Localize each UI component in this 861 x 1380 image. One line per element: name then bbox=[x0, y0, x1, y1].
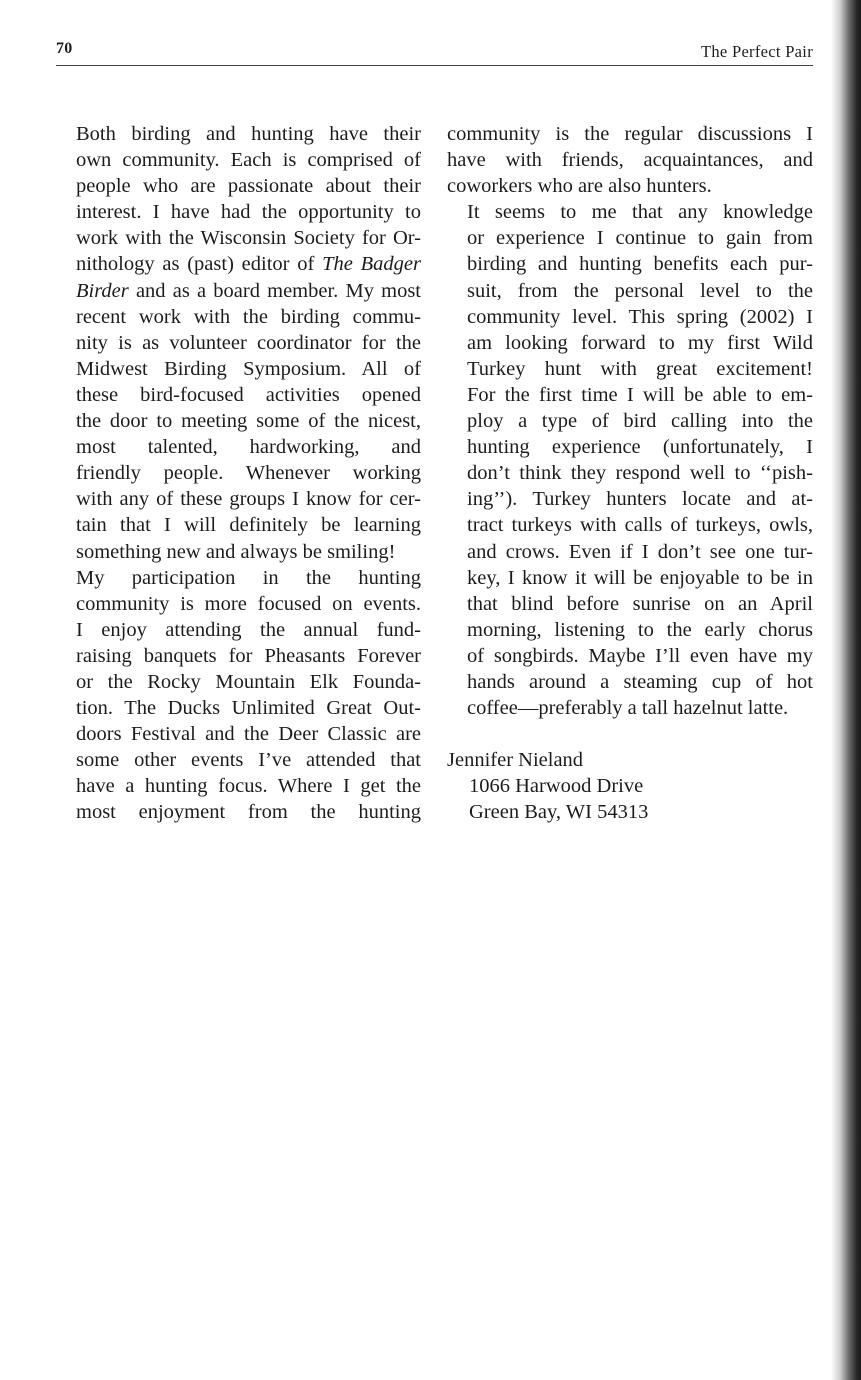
left-column bbox=[56, 121, 421, 826]
author-name: Jennifer Nieland bbox=[447, 749, 584, 772]
text-line: interest. I have had the opportunity to bbox=[76, 201, 421, 224]
text-line: most enjoyment from the hunting bbox=[76, 801, 421, 824]
text-line: hands around a steaming cup of hot bbox=[467, 670, 813, 693]
text-line: work with the Wisconsin Society for Or- bbox=[76, 227, 421, 250]
paragraph-knowledge bbox=[447, 199, 813, 721]
text-line: or the Rocky Mountain Elk Founda- bbox=[76, 670, 421, 693]
text-line: Turkey hunt with great excitement! bbox=[467, 357, 813, 380]
text-line: morning, listening to the early chorus bbox=[467, 618, 813, 641]
text-line: birding and hunting benefits each pur- bbox=[467, 253, 813, 276]
text-line: suit, from the personal level to the bbox=[467, 279, 813, 302]
text-fragment: and as a board member. My most bbox=[128, 279, 421, 302]
text-line: people who are passionate about their bbox=[76, 175, 421, 198]
text-line: raising banquets for Pheasants Forever bbox=[76, 644, 421, 667]
text-line: most talented, hardworking, and bbox=[76, 436, 421, 459]
author-street-address: 1066 Harwood Drive bbox=[469, 775, 644, 798]
publication-title: The Badger bbox=[322, 253, 421, 276]
publication-title: Birder bbox=[76, 279, 129, 302]
text-line: have with friends, acquaintances, and bbox=[447, 149, 813, 172]
text-line: ploy a type of bird calling into the bbox=[467, 410, 813, 433]
text-line bbox=[56, 251, 421, 277]
book-spine-shadow bbox=[831, 0, 861, 1380]
text-line: the door to meeting some of the nicest, bbox=[76, 410, 421, 433]
text-line: It seems to me that any knowledge bbox=[467, 201, 813, 224]
text-line: of songbirds. Maybe I’ll even have my bbox=[467, 644, 813, 667]
text-line: don’t think they respond well to ‘‘pish- bbox=[467, 462, 813, 485]
text-line: with any of these groups I know for cer- bbox=[76, 488, 421, 511]
running-title: The Perfect Pair bbox=[700, 42, 813, 61]
text-line: tain that I will definitely be learning bbox=[76, 514, 421, 537]
text-line: My participation in the hunting bbox=[76, 566, 421, 589]
text-fragment: nithology as (past) editor of bbox=[76, 253, 323, 276]
text-line: key, I know it will be enjoyable to be in bbox=[467, 566, 813, 589]
text-line: For the first time I will be able to em- bbox=[467, 383, 813, 406]
text-line: I enjoy attending the annual fund- bbox=[76, 618, 421, 641]
running-header bbox=[56, 40, 813, 66]
text-line: some other events I’ve attended that bbox=[76, 749, 421, 772]
text-line: coffee—preferably a tall hazelnut latte. bbox=[467, 697, 789, 720]
text-line: these bird-focused activities opened bbox=[76, 383, 421, 406]
text-line: friendly people. Whenever working bbox=[76, 462, 421, 485]
paragraph-continuation bbox=[447, 121, 813, 199]
text-line: coworkers who are also hunters. bbox=[447, 175, 712, 198]
text-line bbox=[56, 278, 421, 304]
right-column bbox=[447, 121, 813, 825]
text-line: or experience I continue to gain from bbox=[467, 227, 813, 250]
text-line: that blind before sunrise on an April bbox=[467, 592, 813, 615]
text-line: something new and always be smiling! bbox=[76, 540, 396, 563]
paragraph-hunting-community bbox=[56, 565, 421, 826]
text-line: hunting experience (unfortunately, I bbox=[467, 436, 813, 459]
text-line: am looking forward to my first Wild bbox=[467, 331, 813, 354]
author-city-state-zip: Green Bay, WI 54313 bbox=[469, 801, 649, 824]
page-number: 70 bbox=[56, 40, 73, 57]
text-line: community is more focused on events. bbox=[76, 592, 421, 615]
text-line: community is the regular discussions I bbox=[447, 123, 813, 145]
text-line: nity is as volunteer coordinator for the bbox=[76, 331, 421, 354]
text-line: Both birding and hunting have their bbox=[76, 123, 421, 145]
text-line: tract turkeys with calls of turkeys, owls, bbox=[467, 514, 813, 537]
paragraph-communities bbox=[56, 121, 421, 565]
author-signature-block bbox=[447, 747, 813, 825]
text-line: recent work with the birding commu- bbox=[76, 305, 421, 328]
text-line: doors Festival and the Deer Classic are bbox=[76, 723, 421, 746]
text-line: have a hunting focus. Where I get the bbox=[76, 775, 421, 798]
text-line: Midwest Birding Symposium. All of bbox=[76, 357, 421, 380]
text-line: and crows. Even if I don’t see one tur- bbox=[467, 540, 813, 563]
text-line: community level. This spring (2002) I bbox=[467, 305, 813, 328]
text-line: tion. The Ducks Unlimited Great Out- bbox=[76, 697, 421, 720]
text-line: ing’’). Turkey hunters locate and at- bbox=[467, 488, 813, 511]
text-line: own community. Each is comprised of bbox=[76, 149, 421, 172]
